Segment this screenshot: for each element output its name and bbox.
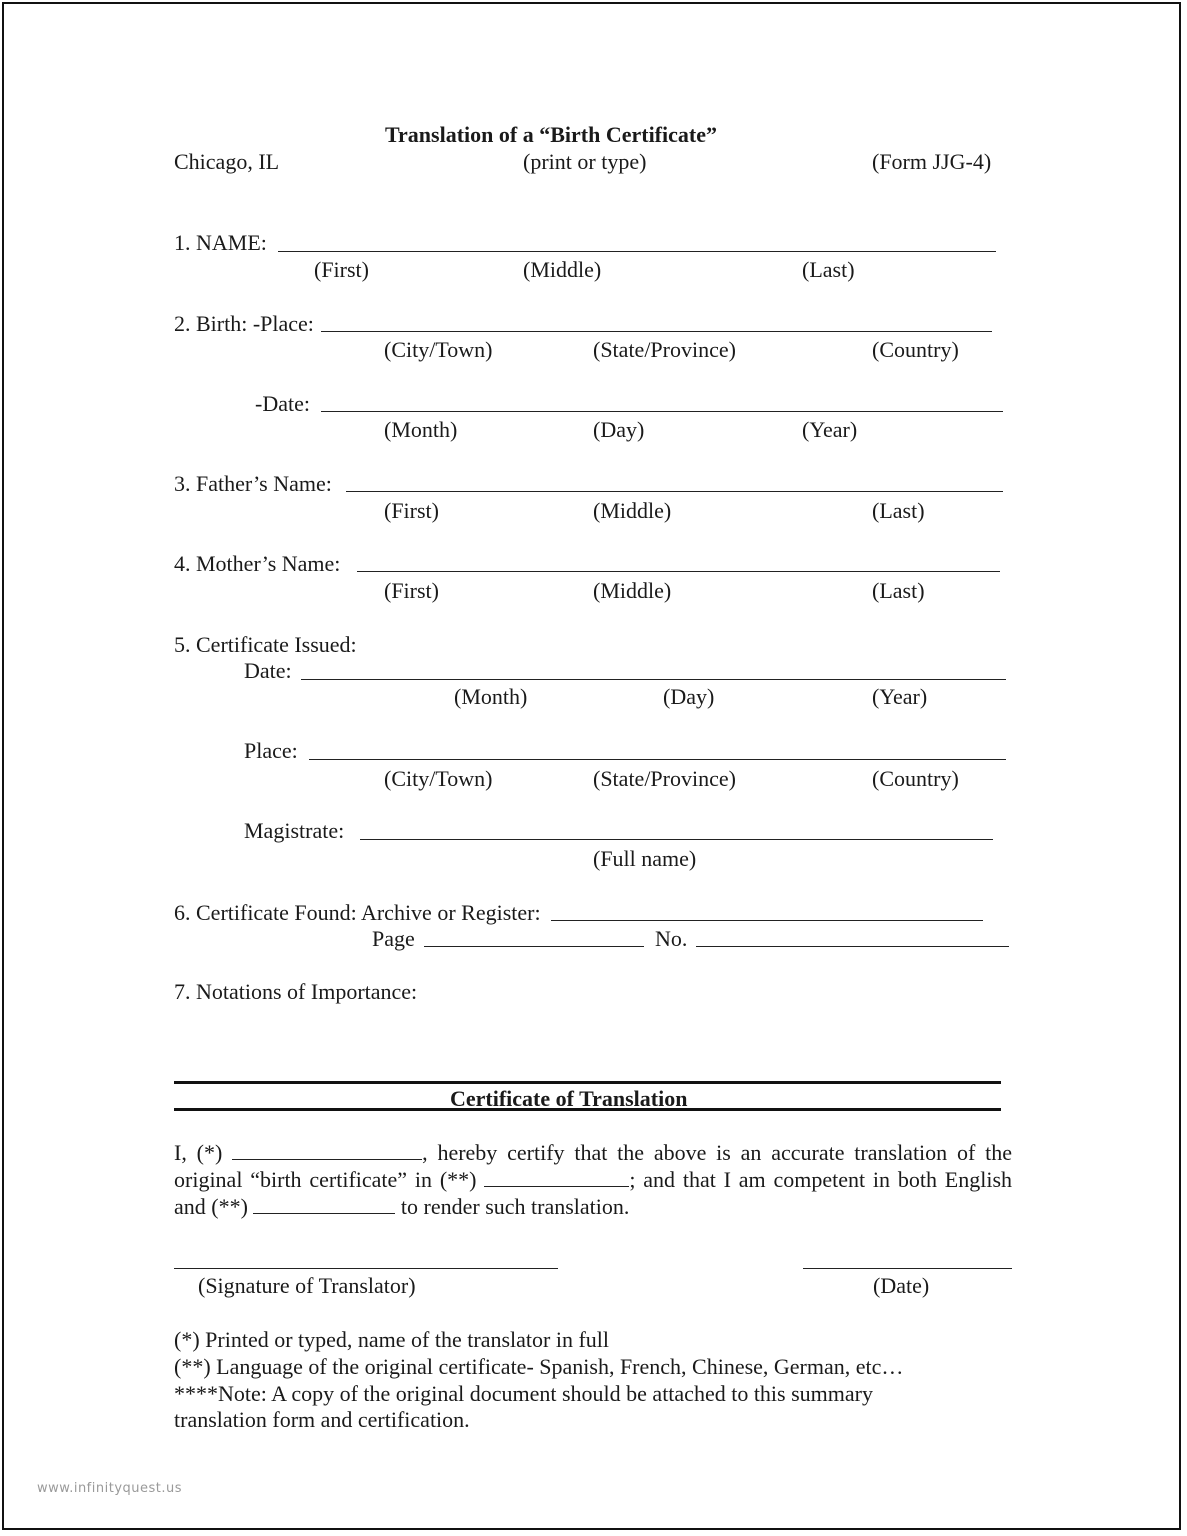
issued-date-sub-day: (Day) [663, 684, 715, 709]
cert-text-4: to render such translation. [400, 1194, 630, 1219]
birth-place-field[interactable] [321, 331, 992, 332]
cert-found-label: 6. Certificate Found: Archive or Register: [174, 900, 541, 925]
cert-issued-label: 5. Certificate Issued: [174, 632, 357, 657]
birth-place-label: 2. Birth: -Place: [174, 311, 314, 336]
note-4: translation form and certification. [174, 1407, 470, 1432]
name-field[interactable] [278, 251, 996, 252]
father-sub-last: (Last) [872, 498, 925, 523]
name-sub-last: (Last) [802, 257, 855, 282]
name-label: 1. NAME: [174, 230, 267, 255]
original-language-field[interactable] [484, 1168, 629, 1187]
issued-date-label: Date: [244, 658, 292, 683]
divider-bottom [174, 1108, 1001, 1111]
certificate-heading: Certificate of Translation [450, 1086, 688, 1111]
form-number: (Form JJG-4) [872, 149, 992, 174]
note-2: (**) Language of the original certificate- Spanish, French, Chinese, German, etc… [174, 1354, 904, 1379]
certification-text [174, 1139, 1012, 1220]
competent-language-field[interactable] [253, 1195, 395, 1214]
birth-place-sub-city: (City/Town) [384, 337, 493, 362]
cert-text-3: ; and that I am competent in both English and (**) [174, 1167, 1013, 1219]
issued-place-label: Place: [244, 738, 298, 763]
cert-text-2: , hereby certify that the above is an accurate translation of the original “birth certificate” in (**) [174, 1140, 1013, 1192]
mother-label: 4. Mother’s Name: [174, 551, 341, 576]
watermark: www.infinityquest.us [37, 1481, 183, 1496]
mother-field[interactable] [357, 571, 1000, 572]
birth-date-sub-day: (Day) [593, 417, 645, 442]
issued-date-sub-year: (Year) [872, 684, 928, 709]
issued-date-field[interactable] [301, 679, 1006, 680]
birth-place-sub-country: (Country) [872, 337, 959, 362]
issued-date-sub-month: (Month) [454, 684, 528, 709]
translator-name-field[interactable] [232, 1141, 422, 1160]
note-3: ****Note: A copy of the original document should be attached to this summary [174, 1381, 873, 1406]
birth-date-sub-year: (Year) [802, 417, 858, 442]
mother-sub-middle: (Middle) [593, 578, 672, 603]
father-label: 3. Father’s Name: [174, 471, 332, 496]
birth-date-sub-month: (Month) [384, 417, 458, 442]
birth-date-field[interactable] [321, 411, 1003, 412]
notations-label: 7. Notations of Importance: [174, 979, 418, 1004]
issued-place-sub-state: (State/Province) [593, 766, 736, 791]
birth-place-sub-state: (State/Province) [593, 337, 736, 362]
issued-place-field[interactable] [309, 759, 1006, 760]
date-label: (Date) [873, 1273, 930, 1298]
name-sub-first: (First) [314, 257, 369, 282]
date-line[interactable] [803, 1268, 1012, 1269]
page-field[interactable] [424, 946, 644, 947]
father-sub-middle: (Middle) [593, 498, 672, 523]
signature-label: (Signature of Translator) [198, 1273, 416, 1298]
cert-text-1: I, (*) [174, 1140, 223, 1165]
divider-top [174, 1081, 1001, 1084]
page-label: Page [372, 926, 415, 951]
print-note: (print or type) [523, 149, 647, 174]
signature-line[interactable] [174, 1268, 558, 1269]
note-1: (*) Printed or typed, name of the translator in full [174, 1327, 609, 1352]
magistrate-field[interactable] [360, 839, 993, 840]
name-sub-middle: (Middle) [523, 257, 602, 282]
issued-place-sub-country: (Country) [872, 766, 959, 791]
mother-sub-first: (First) [384, 578, 439, 603]
magistrate-label: Magistrate: [244, 818, 345, 843]
father-field[interactable] [346, 491, 1003, 492]
birth-date-label: -Date: [255, 391, 310, 416]
number-field[interactable] [696, 946, 1009, 947]
magistrate-sub-fullname: (Full name) [593, 846, 697, 871]
mother-sub-last: (Last) [872, 578, 925, 603]
document-title: Translation of a “Birth Certificate” [385, 122, 717, 147]
issued-place-sub-city: (City/Town) [384, 766, 493, 791]
father-sub-first: (First) [384, 498, 439, 523]
location: Chicago, IL [174, 149, 280, 174]
archive-register-field[interactable] [551, 920, 983, 921]
number-label: No. [655, 926, 688, 951]
